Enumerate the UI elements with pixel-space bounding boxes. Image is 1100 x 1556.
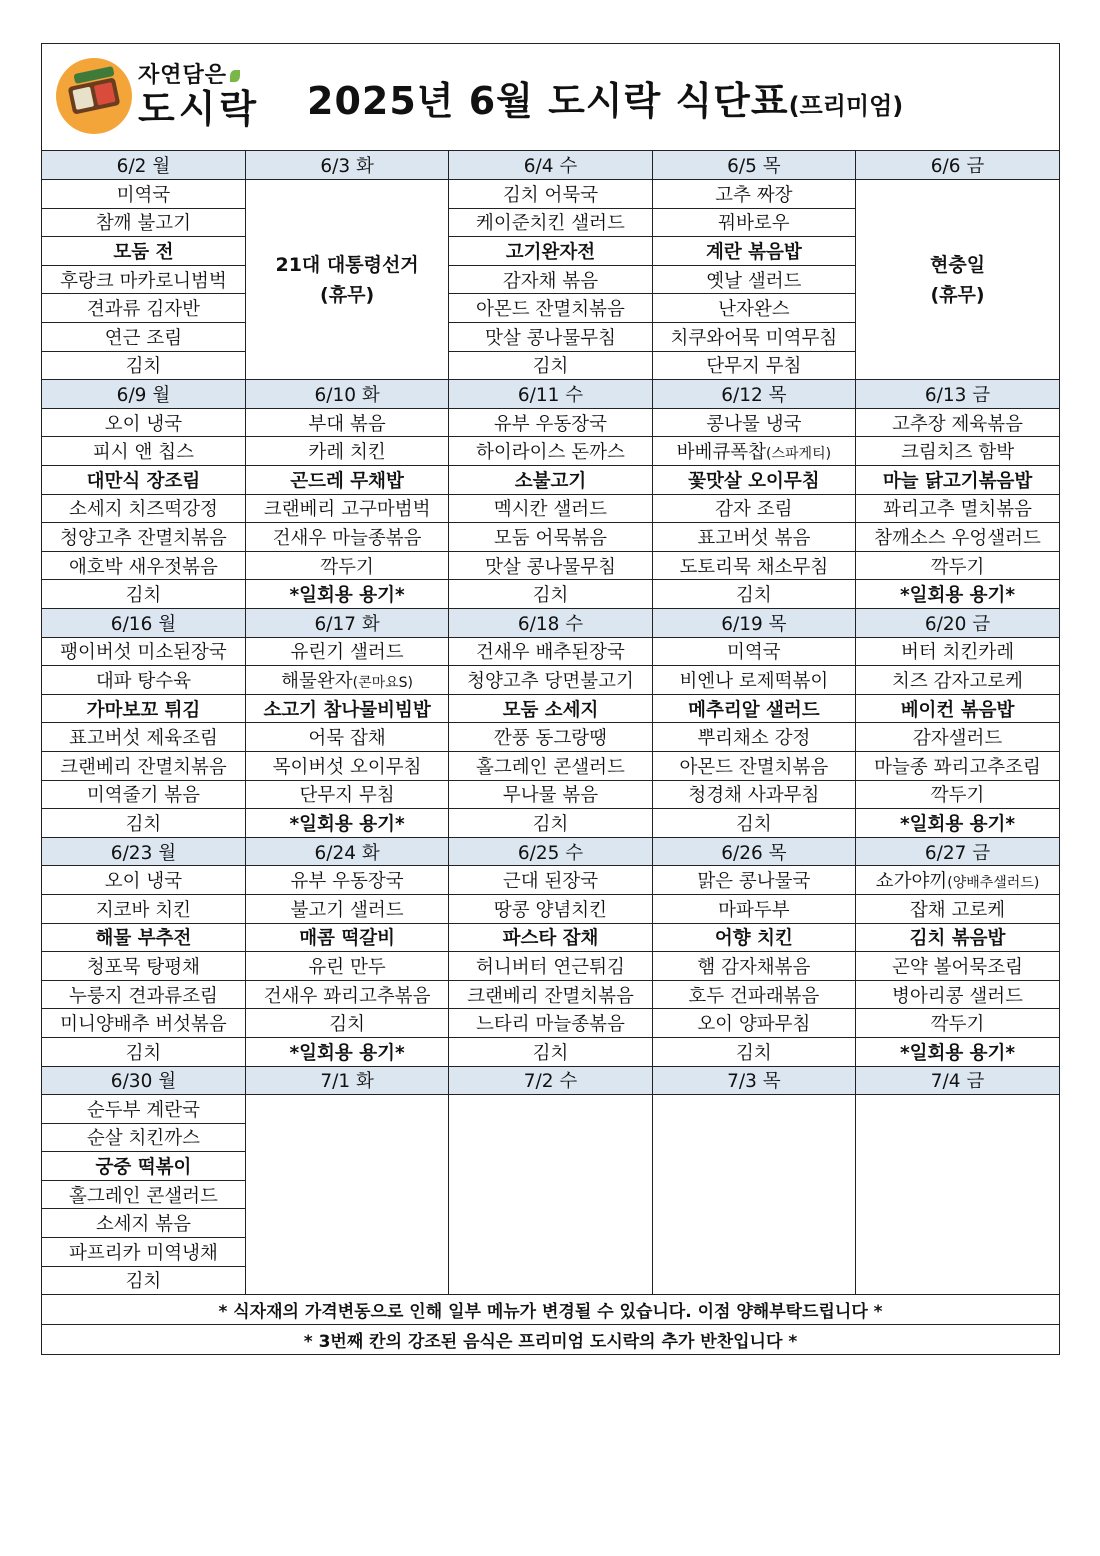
- menu-cell: 버터 치킨카레: [856, 637, 1059, 666]
- leaf-icon: [230, 70, 240, 82]
- menu-cell: 오이 냉국: [42, 408, 245, 437]
- menu-cell: 치쿠와어묵 미역무침: [652, 323, 855, 352]
- table-row: [42, 923, 1059, 952]
- table-row: [42, 494, 1059, 523]
- premium-cell: 모둠 소세지: [449, 694, 652, 723]
- menu-cell: 호두 건파래볶음: [652, 980, 855, 1009]
- menu-cell: 견과류 김자반: [42, 294, 245, 323]
- menu-cell: 도토리묵 채소무침: [652, 551, 855, 580]
- menu-cell: 꽈리고추 멸치볶음: [856, 494, 1059, 523]
- container-note: *일회용 용기*: [856, 580, 1059, 609]
- day-header: 6/26 목: [652, 837, 855, 866]
- footer-row: [42, 1324, 1059, 1354]
- menu-cell: 병아리콩 샐러드: [856, 980, 1059, 1009]
- menu-cell: 순두부 계란국: [42, 1095, 245, 1124]
- table-row: [42, 1009, 1059, 1038]
- menu-cell: 어묵 잡채: [245, 723, 448, 752]
- menu-cell: 김치: [652, 580, 855, 609]
- menu-cell: 깍두기: [245, 551, 448, 580]
- table-row: [42, 437, 1059, 466]
- menu-cell: 미니양배추 버섯볶음: [42, 1009, 245, 1038]
- empty-cell: [245, 1095, 448, 1295]
- brand-line1: 자연담은: [138, 62, 228, 88]
- premium-cell: 고기완자전: [449, 237, 652, 266]
- premium-cell: 어향 치킨: [652, 923, 855, 952]
- day-header: 6/20 금: [856, 609, 1059, 638]
- menu-cell: 목이버섯 오이무침: [245, 751, 448, 780]
- menu-cell: 감자채 볶음: [449, 265, 652, 294]
- day-header: 6/13 금: [856, 380, 1059, 409]
- day-header: 7/1 화: [245, 1066, 448, 1095]
- menu-cell: 치즈 감자고로케: [856, 666, 1059, 695]
- table-row: [42, 980, 1059, 1009]
- brand-line2: 도시락: [138, 86, 261, 131]
- menu-cell: 표고버섯 볶음: [652, 523, 855, 552]
- menu-cell: 햄 감자채볶음: [652, 952, 855, 981]
- day-header: 6/12 목: [652, 380, 855, 409]
- menu-cell: 김치: [42, 1266, 245, 1295]
- menu-cell: 오이 양파무침: [652, 1009, 855, 1038]
- menu-cell: 파프리카 미역냉채: [42, 1238, 245, 1267]
- menu-cell: 단무지 무침: [245, 780, 448, 809]
- menu-cell: 참깨소스 우엉샐러드: [856, 523, 1059, 552]
- premium-cell: 가마보꼬 튀김: [42, 694, 245, 723]
- menu-cell: 부대 볶음: [245, 408, 448, 437]
- menu-cell: 아몬드 잔멸치볶음: [449, 294, 652, 323]
- table-row: [42, 408, 1059, 437]
- menu-cell: 고추장 제육볶음: [856, 408, 1059, 437]
- day-header: 6/17 화: [245, 609, 448, 638]
- menu-cell: 카레 치킨: [245, 437, 448, 466]
- table-row: [42, 723, 1059, 752]
- premium-cell: 궁중 떡볶이: [42, 1152, 245, 1181]
- menu-cell: 소세지 치즈떡강정: [42, 494, 245, 523]
- menu-cell: 아몬드 잔멸치볶음: [652, 751, 855, 780]
- menu-cell: 김치: [42, 1037, 245, 1066]
- footer-row: [42, 1295, 1059, 1325]
- holiday-cell: [245, 180, 448, 380]
- menu-cell: 잡채 고로케: [856, 894, 1059, 923]
- menu-cell: 청포묵 탕평채: [42, 952, 245, 981]
- menu-text: 쇼가야끼: [875, 871, 948, 893]
- table-row: [42, 952, 1059, 981]
- menu-cell: 김치: [449, 1037, 652, 1066]
- menu-cell: 누룽지 견과류조림: [42, 980, 245, 1009]
- day-header: 7/2 수: [449, 1066, 652, 1095]
- premium-cell: 김치 볶음밥: [856, 923, 1059, 952]
- container-note: *일회용 용기*: [856, 1037, 1059, 1066]
- container-note: *일회용 용기*: [245, 809, 448, 838]
- day-header: 6/19 목: [652, 609, 855, 638]
- menu-cell: 마늘종 꽈리고추조림: [856, 751, 1059, 780]
- premium-note: * 3번째 칸의 강조된 음식은 프리미엄 도시락의 추가 반찬입니다 *: [42, 1324, 1059, 1354]
- holiday-name: 21대 대통령선거: [275, 253, 419, 276]
- day-header: 7/3 목: [652, 1066, 855, 1095]
- menu-cell: 청경채 사과무침: [652, 780, 855, 809]
- menu-cell: 참깨 불고기: [42, 208, 245, 237]
- premium-cell: 소불고기: [449, 466, 652, 495]
- lunchbox-logo-icon: [56, 58, 132, 134]
- brand-logo: [138, 58, 268, 129]
- menu-cell: 피시 앤 칩스: [42, 437, 245, 466]
- day-header: 6/3 화: [245, 151, 448, 180]
- holiday-name: 현충일: [930, 253, 986, 276]
- menu-cell: 비엔나 로제떡볶이: [652, 666, 855, 695]
- week-4-days: [42, 837, 1059, 866]
- premium-cell: 파스타 잡채: [449, 923, 652, 952]
- menu-cell: 미역줄기 볶음: [42, 780, 245, 809]
- table-row: [42, 780, 1059, 809]
- premium-cell: 매콤 떡갈비: [245, 923, 448, 952]
- table-row: [42, 751, 1059, 780]
- menu-cell: 맛살 콩나물무침: [449, 323, 652, 352]
- day-header: 6/27 금: [856, 837, 1059, 866]
- menu-cell: 김치: [449, 580, 652, 609]
- table-row: [42, 1037, 1059, 1066]
- empty-cell: [449, 1095, 652, 1295]
- day-header: 6/24 화: [245, 837, 448, 866]
- table-row: [42, 523, 1059, 552]
- header: [42, 44, 1059, 151]
- week-3-days: [42, 609, 1059, 638]
- menu-cell: 김치: [42, 809, 245, 838]
- table-row: [42, 637, 1059, 666]
- menu-cell: 홀그레인 콘샐러드: [42, 1180, 245, 1209]
- holiday-closed: (휴무): [320, 283, 375, 306]
- menu-note: (양배추샐러드): [947, 875, 1040, 892]
- menu-cell: 팽이버섯 미소된장국: [42, 637, 245, 666]
- price-change-note: * 식자재의 가격변동으로 인해 일부 메뉴가 변경될 수 있습니다. 이점 양해부탁드립니다 *: [42, 1295, 1059, 1325]
- premium-cell: 꽃맛살 오이무침: [652, 466, 855, 495]
- premium-cell: 곤드레 무채밥: [245, 466, 448, 495]
- menu-sheet: [41, 43, 1060, 1355]
- menu-cell: 느타리 마늘종볶음: [449, 1009, 652, 1038]
- menu-cell: 김치 어묵국: [449, 180, 652, 209]
- holiday-closed: (휴무): [930, 283, 985, 306]
- day-header: 6/10 화: [245, 380, 448, 409]
- menu-cell: 청양고추 잔멸치볶음: [42, 523, 245, 552]
- empty-cell: [652, 1095, 855, 1295]
- title-main: 2025년 6월 도시락 식단표: [307, 79, 789, 123]
- premium-cell: 마늘 닭고기볶음밥: [856, 466, 1059, 495]
- menu-cell: 뿌리채소 강정: [652, 723, 855, 752]
- premium-cell: 해물 부추전: [42, 923, 245, 952]
- day-header: 6/2 월: [42, 151, 245, 180]
- week-1-days: [42, 151, 1059, 180]
- menu-cell: 옛날 샐러드: [652, 265, 855, 294]
- day-header: 6/4 수: [449, 151, 652, 180]
- table-row: [42, 694, 1059, 723]
- page-title: [307, 70, 903, 125]
- menu-cell: 김치: [449, 351, 652, 380]
- premium-cell: 소고기 참나물비빔밥: [245, 694, 448, 723]
- menu-cell: 청양고추 당면불고기: [449, 666, 652, 695]
- menu-cell: 유부 우동장국: [449, 408, 652, 437]
- menu-text: 바베큐폭찹: [676, 442, 767, 464]
- week-5-days: [42, 1066, 1059, 1095]
- menu-cell: 마파두부: [652, 894, 855, 923]
- menu-cell: 난자완스: [652, 294, 855, 323]
- day-header: 6/30 월: [42, 1066, 245, 1095]
- menu-cell: 맑은 콩나물국: [652, 866, 855, 895]
- holiday-cell: [856, 180, 1059, 380]
- menu-cell: 감자샐러드: [856, 723, 1059, 752]
- menu-cell: 소세지 볶음: [42, 1209, 245, 1238]
- menu-text: 해물완자: [281, 670, 353, 692]
- menu-cell: 무나물 볶음: [449, 780, 652, 809]
- menu-cell: [856, 866, 1059, 895]
- menu-cell: 모둠 어묵볶음: [449, 523, 652, 552]
- menu-cell: 후랑크 마카로니범벅: [42, 265, 245, 294]
- menu-cell: 맛살 콩나물무침: [449, 551, 652, 580]
- menu-cell: 순살 치킨까스: [42, 1123, 245, 1152]
- menu-cell: 감자 조림: [652, 494, 855, 523]
- menu-cell: 미역국: [652, 637, 855, 666]
- menu-cell: 김치: [652, 1037, 855, 1066]
- menu-cell: 고추 짜장: [652, 180, 855, 209]
- day-header: 6/9 월: [42, 380, 245, 409]
- menu-cell: 김치: [42, 580, 245, 609]
- menu-cell: [652, 437, 855, 466]
- menu-cell: 깍두기: [856, 1009, 1059, 1038]
- menu-cell: 크랜베리 고구마범벅: [245, 494, 448, 523]
- menu-cell: 크랜베리 잔멸치볶음: [449, 980, 652, 1009]
- premium-cell: 베이컨 볶음밥: [856, 694, 1059, 723]
- premium-cell: 메추리알 샐러드: [652, 694, 855, 723]
- menu-cell: 김치: [42, 351, 245, 380]
- menu-cell: 유부 우동장국: [245, 866, 448, 895]
- table-row: [42, 666, 1059, 695]
- menu-cell: 하이라이스 돈까스: [449, 437, 652, 466]
- menu-cell: 꿔바로우: [652, 208, 855, 237]
- menu-cell: 케이준치킨 샐러드: [449, 208, 652, 237]
- title-sub: (프리미엄): [788, 92, 904, 120]
- menu-table: [42, 151, 1059, 1354]
- premium-cell: 계란 볶음밥: [652, 237, 855, 266]
- menu-cell: 근대 된장국: [449, 866, 652, 895]
- menu-cell: 불고기 샐러드: [245, 894, 448, 923]
- table-row: [42, 180, 1059, 209]
- menu-cell: 땅콩 양념치킨: [449, 894, 652, 923]
- table-row: [42, 1095, 1059, 1124]
- table-row: [42, 809, 1059, 838]
- menu-cell: 김치: [245, 1009, 448, 1038]
- menu-cell: 오이 냉국: [42, 866, 245, 895]
- table-row: [42, 580, 1059, 609]
- menu-cell: [245, 666, 448, 695]
- menu-cell: 김치: [652, 809, 855, 838]
- table-row: [42, 551, 1059, 580]
- week-2-days: [42, 380, 1059, 409]
- menu-cell: 깍두기: [856, 780, 1059, 809]
- menu-cell: 홀그레인 콘샐러드: [449, 751, 652, 780]
- menu-cell: 유린기 샐러드: [245, 637, 448, 666]
- menu-cell: 대파 탕수육: [42, 666, 245, 695]
- menu-cell: 단무지 무침: [652, 351, 855, 380]
- premium-cell: 대만식 장조림: [42, 466, 245, 495]
- menu-cell: 연근 조림: [42, 323, 245, 352]
- container-note: *일회용 용기*: [856, 809, 1059, 838]
- day-header: 6/11 수: [449, 380, 652, 409]
- menu-cell: 크림치즈 함박: [856, 437, 1059, 466]
- day-header: 7/4 금: [856, 1066, 1059, 1095]
- day-header: 6/25 수: [449, 837, 652, 866]
- menu-cell: 건새우 꽈리고추볶음: [245, 980, 448, 1009]
- menu-cell: 지코바 치킨: [42, 894, 245, 923]
- menu-cell: 허니버터 연근튀김: [449, 952, 652, 981]
- menu-note: (스파게티): [766, 446, 832, 463]
- empty-cell: [856, 1095, 1059, 1295]
- day-header: 6/23 월: [42, 837, 245, 866]
- menu-cell: 곤약 볼어묵조림: [856, 952, 1059, 981]
- menu-cell: 멕시칸 샐러드: [449, 494, 652, 523]
- day-header: 6/6 금: [856, 151, 1059, 180]
- menu-cell: 크랜베리 잔멸치볶음: [42, 751, 245, 780]
- container-note: *일회용 용기*: [245, 580, 448, 609]
- day-header: 6/5 목: [652, 151, 855, 180]
- table-row: [42, 894, 1059, 923]
- menu-cell: 김치: [449, 809, 652, 838]
- menu-cell: 깐풍 동그랑땡: [449, 723, 652, 752]
- table-row: [42, 866, 1059, 895]
- menu-cell: 유린 만두: [245, 952, 448, 981]
- premium-cell: 모둠 전: [42, 237, 245, 266]
- day-header: 6/18 수: [449, 609, 652, 638]
- menu-cell: 미역국: [42, 180, 245, 209]
- table-row: [42, 466, 1059, 495]
- day-header: 6/16 월: [42, 609, 245, 638]
- menu-cell: 건새우 배추된장국: [449, 637, 652, 666]
- menu-note: (콘마요S): [352, 674, 414, 691]
- menu-cell: 표고버섯 제육조림: [42, 723, 245, 752]
- menu-cell: 콩나물 냉국: [652, 408, 855, 437]
- menu-cell: 애호박 새우젓볶음: [42, 551, 245, 580]
- container-note: *일회용 용기*: [245, 1037, 448, 1066]
- menu-cell: 깍두기: [856, 551, 1059, 580]
- menu-cell: 건새우 마늘종볶음: [245, 523, 448, 552]
